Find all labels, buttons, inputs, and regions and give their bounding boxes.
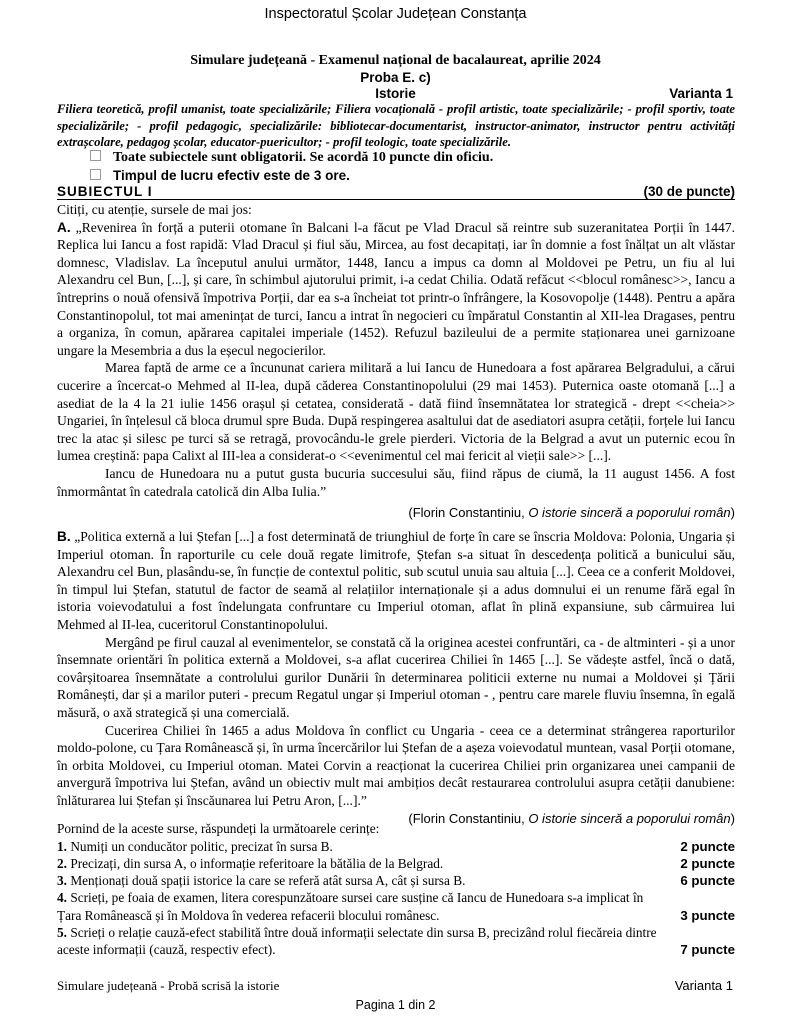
q-points: 7 puncte [680, 942, 735, 958]
source-paragraph: Mergând pe firul cauzal al evenimentelor, se constată că la originea acestei confruntări, ca - de altminteri - și a unor însemnate orientări în politica externă a Moldovei, s-a aflat cucerirea Chiliei în 1465 [...]. Se vădește astfel, încă o dată, covârșitoarea însemnătate a controlului gurilor Dunării în determinarea politicii externe nu numai a Moldovei și Țării Românești, dar și a marilor puteri - precum Regatul ungar și Imperiul otoman - , pentru care marele fluviu însemna, în egală măsură, o axă strategică și una comercială. [57, 634, 735, 720]
section-title: SUBIECTUL I [57, 184, 153, 199]
paren: ) [730, 505, 735, 521]
question-item [57, 889, 735, 924]
section-header [57, 184, 735, 200]
rule-text: Toate subiectele sunt obligatorii. Se acordă 10 puncte din oficiu. [113, 150, 494, 165]
book-title: O istorie sinceră a poporului român [528, 505, 731, 521]
source-label: B. [57, 529, 71, 544]
exam-proba: Proba E. c) [360, 70, 431, 85]
question-item [57, 855, 735, 872]
source-paragraph: „Revenirea în forță a puterii otomane în Balcani l-a făcut pe Vlad Dracul să reintre sub suzeranitatea Porții în 1447. Replica lui Iancu a fost rapidă: Vlad Dracul și fiul său, Mircea, au fost decapitați, iar în domnie a fost înălțat un alt vlăstar domnesc, Vladislav. La începutul anului următor, 1448, Iancu a impus ca domn al Moldovei pe Petru, un fiu al lui Alexandru cel Bun, [...], și care, în schimbul ajutorului primit, i-a cedat Chilia. Odată refăcut <<blocul românesc>>, Iancu a întreprins o nouă ofensivă împotriva Porții, dar ea s-a încheiat tot printr-o înfrângere, la Kosovopolje (1448). Pentru a apăra Constantinopolul, tot mai amenințat de turci, Iancu a intrat în negocieri cu împăratul Constantin al XII-lea Dragases, pentru a organiza, în comun, apărarea capitalei imperiale (1452). Refuzul bazileului de a permite staționarea unei garnizoane ungare la Mesembria a dus la eșecul negocierilor. [57, 219, 735, 358]
q-text: Numiți un conducător politic, precizat în sursa B. [70, 838, 333, 854]
bullet-icon [90, 169, 101, 180]
source-label: A. [57, 219, 71, 235]
q-num: 1. [57, 838, 67, 854]
question-item [57, 924, 735, 959]
task-intro: Pornind de la aceste surse, răspundeți la următoarele cerințe: [57, 821, 380, 836]
q-num: 3. [57, 873, 67, 889]
author: (Florin Constantiniu, [408, 505, 529, 521]
filiera-text: Filiera teoretică, profil umanist, toate specializările; Filiera vocațională - profil artistic, toate specializările; - profil sportiv, toate specializările; - profil pedagogic, specializările: bibliotecar-documentarist, instructor-animator, instructor pentru activități extrașcolare, pedagog școlar, educator-puericultor; - profil teologic, toate specializările. [57, 102, 735, 149]
rule-item [90, 168, 350, 183]
question-item [57, 838, 735, 855]
intro-text: Citiți, cu atenție, sursele de mai jos: [57, 202, 252, 217]
rule-item [90, 150, 493, 166]
q-text: Scrieți o relație cauză-efect stabilită între două informații selectate din sursa B, precizând rolul fiecăreia dintre aceste informații (cauză, respectiv efect). [57, 925, 657, 958]
q-text: Precizați, din sursa A, o informație referitoare la bătălia de la Belgrad. [70, 855, 444, 871]
footer-variant: Varianta 1 [674, 978, 733, 993]
question-item [57, 872, 735, 889]
section-points: (30 de puncte) [643, 184, 735, 199]
q-text: Menționați două spații istorice la care se referă atât sursa A, cât și sursa B. [70, 873, 466, 889]
q-num: 4. [57, 890, 67, 906]
book-title: O istorie sinceră a poporului român [528, 810, 731, 826]
variant-label: Varianta 1 [669, 86, 733, 101]
source-attribution [57, 504, 735, 522]
q-points: 2 puncte [680, 855, 735, 871]
page-number: Pagina 1 din 2 [355, 998, 436, 1012]
source-a [57, 201, 735, 522]
q-text: Scrieți, pe foaia de examen, litera corespunzătoare sursei care susține că Iancu de Hunedoara s-a implicat în Țara Românească și în Moldova în vederea refacerii blocului românesc. [57, 890, 644, 923]
questions [57, 820, 735, 959]
author: (Florin Constantiniu, [408, 810, 529, 826]
source-paragraph: „Politica externă a lui Ștefan [...] a fost determinată de triunghiul de forțe în care se înscria Moldova: Polonia, Ungaria și Imperiul otoman. În raporturile cu cele două regate limitrofe, Ștefan s-a situat în descedența politică a bunicului său, Alexandru cel Bun, plasându-se, în funcție de contextul politic, sub scutul unuia sau altuia [...]. Ceea ce a conferit Moldovei, în timpul lui Ștefan, statutul de factor de seamă al relațiilor internaționale și a adus domnului ei un renume fără egal în istoria voievodatului a fost îndelungata confruntare cu Imperiul otoman, aflat în plină expansiune, sub cârmuirea lui Mehmed al II-lea, cuceritorul Constantinopolului. [57, 529, 735, 632]
page-header: Inspectoratul Școlar Județean Constanța [264, 6, 527, 22]
q-num: 2. [57, 855, 67, 871]
q-points: 6 puncte [680, 873, 735, 889]
footer-left: Simulare județeană - Probă scrisă la istorie [57, 978, 280, 993]
q-points: 2 puncte [680, 838, 735, 854]
exam-title: Simulare județeană - Examenul național de bacalaureat, aprilie 2024 [190, 53, 601, 68]
source-paragraph: Iancu de Hunedoara nu a putut gusta bucuria succesului său, fiind răpus de ciumă, la 11 august 1456. A fost înmormântat în catedrala catolică din Alba Iulia.” [57, 465, 735, 499]
exam-subject: Istorie [375, 86, 416, 101]
q-num: 5. [57, 925, 67, 941]
source-paragraph: Cucerirea Chiliei în 1465 a adus Moldova în conflict cu Ungaria - ceea ce a determinat strângerea raporturilor moldo-polone, cu Țara Românească și, în urma încercărilor lui Ștefan de a așeza voievodatul muntean, vasal Porții otomane, în orbita Moldovei, cu Imperiul otoman. Matei Corvin a reacționat la cucerirea Chiliei prin organizarea unei campanii de anvergură împotriva lui Ștefan, având un obiectiv mult mai ambițios decât restaurarea controlului asupra cetății danubiene: înlăturarea lui Ștefan și înscăunarea lui Petru Aron, [...].” [57, 722, 735, 808]
rule-text: Timpul de lucru efectiv este de 3 ore. [113, 168, 350, 183]
source-b [57, 528, 735, 827]
bullet-icon [90, 150, 101, 161]
paren: ) [730, 810, 735, 826]
source-paragraph: Marea faptă de arme ce a încununat cariera militară a lui Iancu de Hunedoara a fost apărarea Belgradului, a cărui cucerire a încercat-o Mehmed al II-lea, după căderea Constantinopolului (29 mai 1453). Puternica oaste otomană [...] a asediat de la 4 la 21 iulie 1456 orașul și cetatea, considerată - dată fiind însemnătatea lor strategică - drept <<cheia>> Ungariei, în înțelesul că bloca drumul spre Buda. După respingerea asaltului dat de asediatori asupra cetății, forțele lui Iancu trec la atac și silesc pe turci să se retragă, provocându-le grele pierderi. Victoria de la Belgrad a avut un puternic ecou în lumea creștină: papa Calixt al III-lea a considerat-o <<evenimentul cel mai fericit al vieții sale>> [...]. [57, 360, 735, 464]
q-points: 3 puncte [680, 907, 735, 923]
